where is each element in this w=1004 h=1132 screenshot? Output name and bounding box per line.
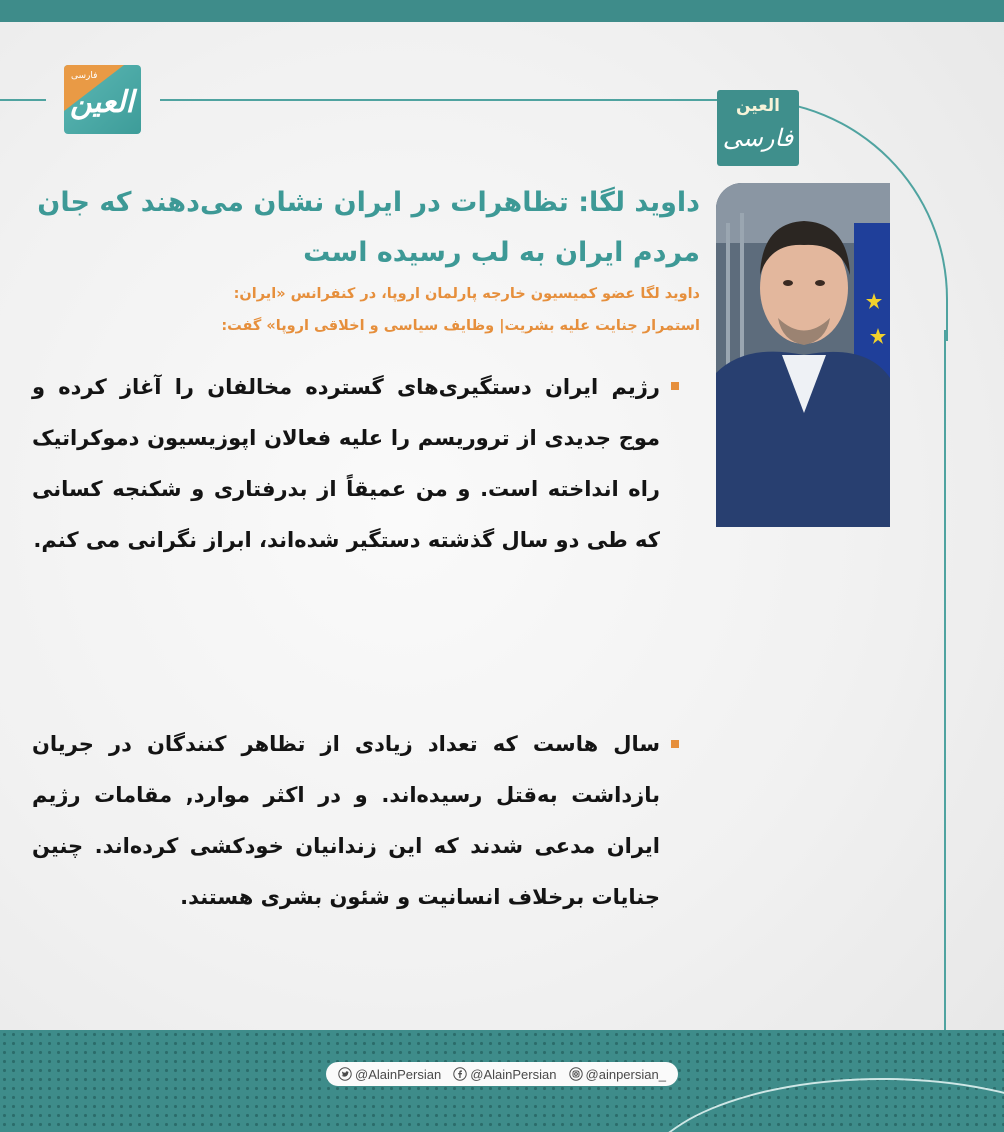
bullet-marker-2 — [671, 740, 679, 748]
brand-logo — [64, 65, 141, 134]
frame-line-left — [0, 99, 46, 101]
badge-line2: فارسی — [722, 124, 794, 152]
bullet-marker-1 — [671, 382, 679, 390]
social-twitter[interactable] — [338, 1067, 441, 1082]
badge-line1: العين — [735, 96, 781, 116]
brand-badge — [717, 90, 799, 166]
logo-small-text: فارسی — [71, 71, 98, 81]
twitter-icon — [338, 1067, 352, 1081]
top-bar — [0, 0, 1004, 22]
intro-text: داوید لگا عضو کمیسیون خارجه پارلمان اروپا، در کنفرانس «ایران: استمرار جنایت علیه بشریت| وظایف سیاسی و اخلاقی اروپا» گفت: — [221, 286, 700, 334]
twitter-handle: @AlainPersian — [355, 1066, 442, 1082]
facebook-icon — [453, 1067, 467, 1081]
instagram-handle: @ainpersian_ — [585, 1066, 666, 1082]
logo-word: العين — [70, 85, 134, 120]
social-bar — [326, 1062, 678, 1086]
speaker-photo — [716, 183, 890, 527]
social-facebook[interactable] — [453, 1067, 556, 1082]
speaker-portrait-icon — [716, 183, 890, 527]
bullet-paragraph-1: رژیم ایران دستگیری‌های گسترده مخالفان را آغاز کرده و موج جدیدی از تروریسم را علیه فعالان اپوزیسیون دموکراتیک راه انداخته است. و من عمیقاً از بدرفتاری و شکنجه کسانی که طی دو سال گذشته دستگیر شده‌اند، ابراز نگرانی می کنم. — [32, 375, 660, 552]
headline: داوید لگا: تظاهرات در ایران نشان می‌دهند که جان مردم ایران به لب رسیده است — [37, 187, 700, 268]
social-instagram[interactable] — [569, 1067, 666, 1082]
frame-line-right — [944, 330, 946, 1032]
instagram-icon — [569, 1067, 583, 1081]
bullet-paragraph-2: سال هاست که تعداد زیادی از تظاهر کنندگان در جریان بازداشت به‌قتل رسیده‌اند. و در اکثر موارد, مقامات رژیم ایران مدعی شدند که این زندانیان خودکشی کرده‌اند. چنین جنایات برخلاف انسانیت و شئون بشری هستند. — [32, 732, 660, 909]
facebook-handle: @AlainPersian — [470, 1066, 557, 1082]
frame-line-top — [160, 99, 720, 101]
